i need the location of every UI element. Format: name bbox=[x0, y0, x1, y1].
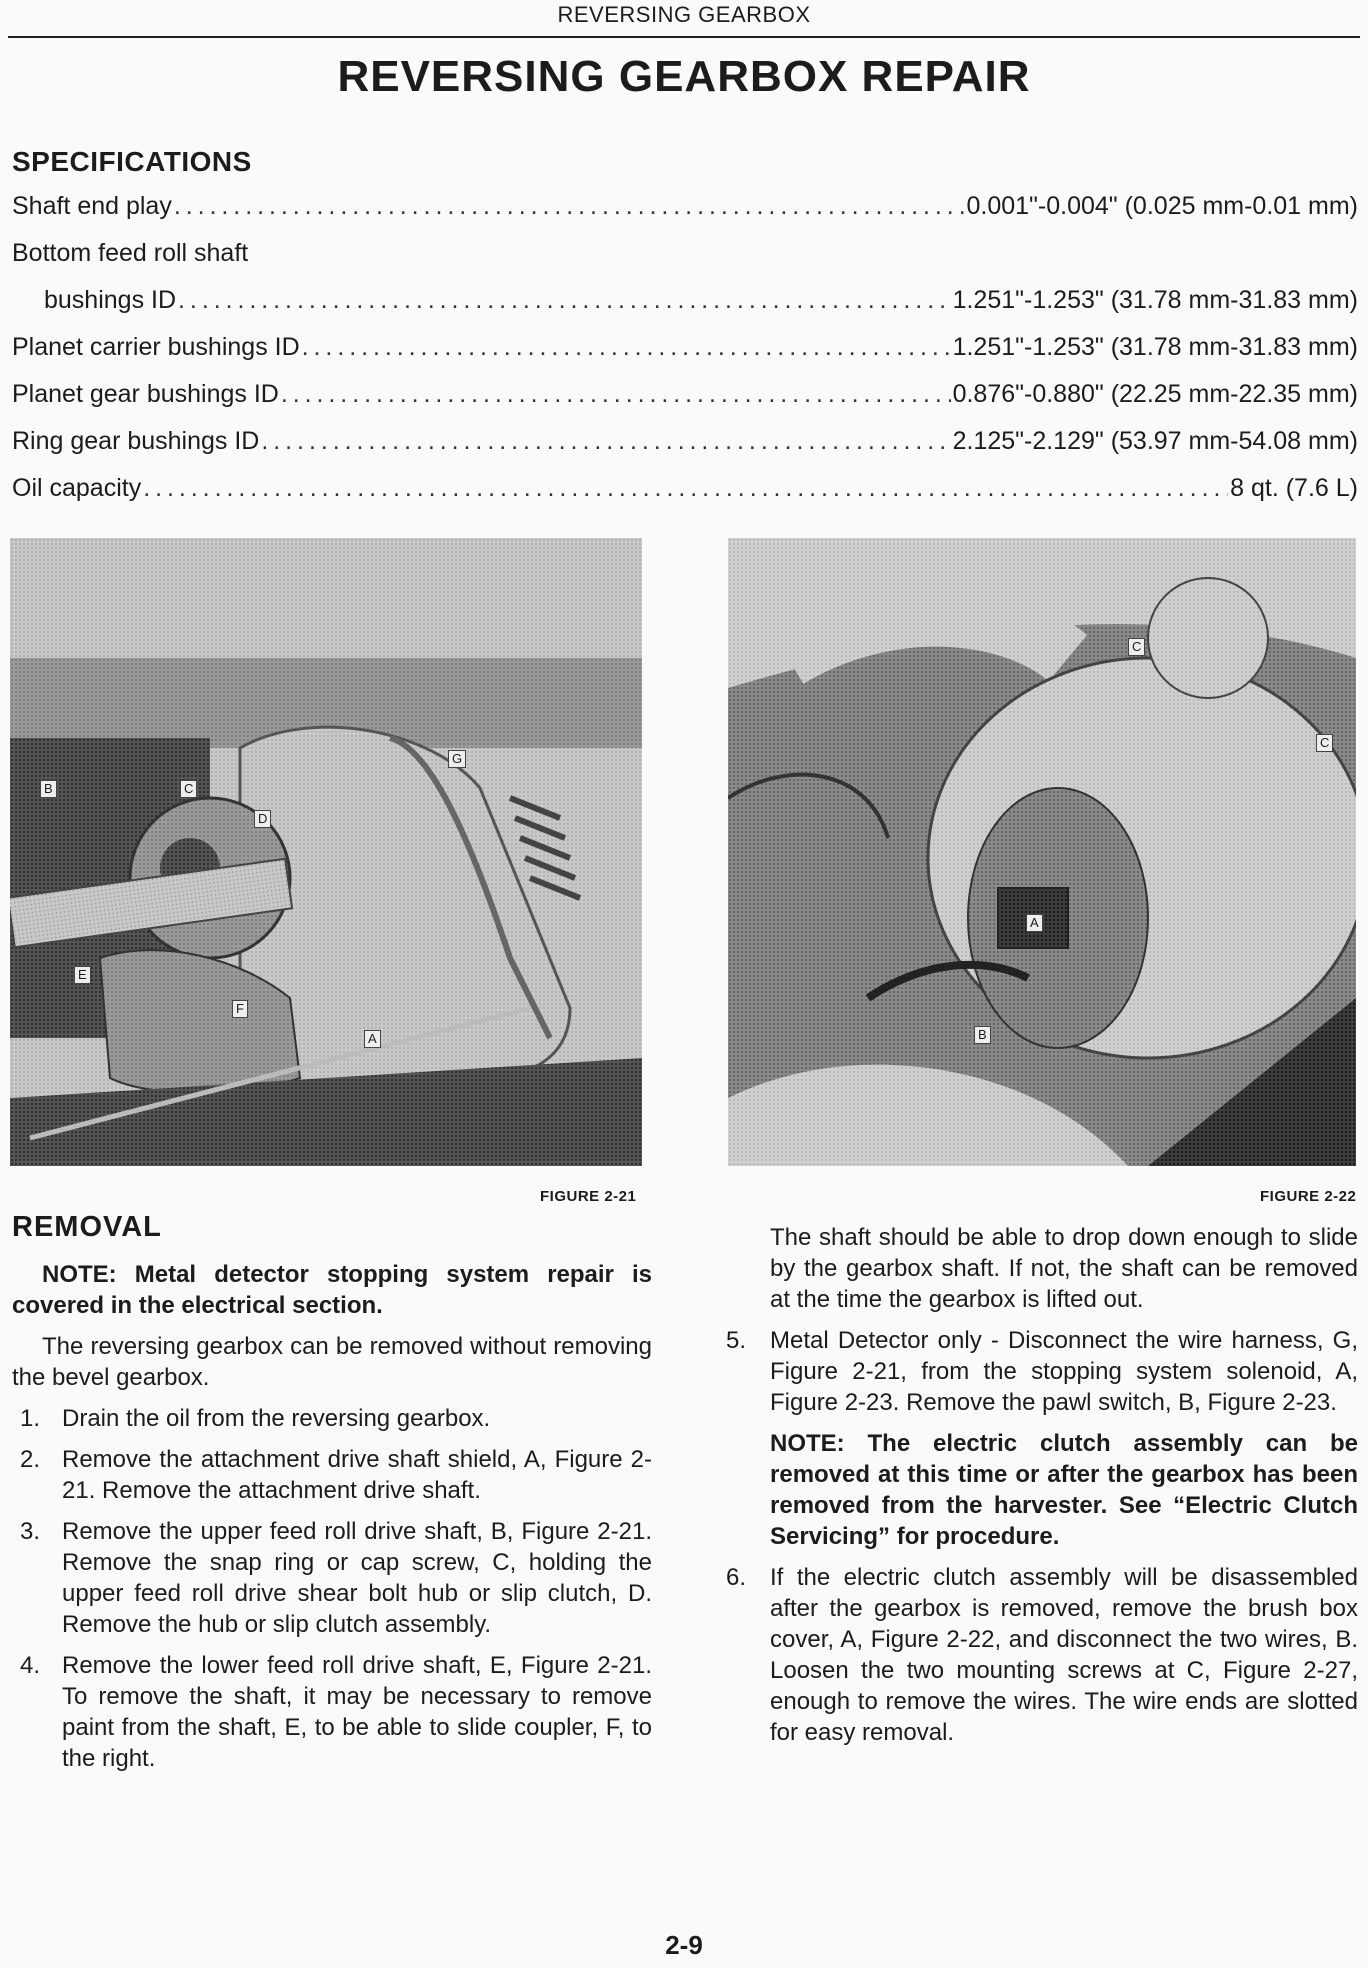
specifications-heading: SPECIFICATIONS bbox=[12, 146, 252, 177]
spec-label: Planet gear bushings ID bbox=[12, 380, 279, 408]
spec-row bbox=[12, 474, 1358, 521]
callout-d: D bbox=[254, 810, 271, 828]
callout-a: A bbox=[364, 1030, 381, 1048]
step-5 bbox=[726, 1325, 1358, 1418]
dot-leader bbox=[143, 474, 1228, 503]
spec-label: Planet carrier bushings ID bbox=[12, 333, 300, 361]
spec-label: Ring gear bushings ID bbox=[12, 427, 260, 455]
callout-c-right: C bbox=[1316, 734, 1333, 752]
dot-leader bbox=[281, 380, 951, 409]
spec-value: 2.125"-2.129" (53.97 mm-54.08 mm) bbox=[952, 427, 1358, 455]
specifications-list bbox=[12, 192, 1358, 521]
step-number: 4. bbox=[20, 1652, 41, 1679]
callout-a: A bbox=[1026, 914, 1043, 932]
step-2 bbox=[12, 1444, 652, 1506]
step-text: Remove the attachment drive shaft shield, A, Figure 2-21. Remove the attachment drive shaft. bbox=[62, 1446, 652, 1504]
callout-f: F bbox=[232, 1000, 248, 1018]
intro-paragraph: The reversing gearbox can be removed without removing the bevel gearbox. bbox=[12, 1333, 652, 1391]
spec-label: Shaft end play bbox=[12, 192, 172, 220]
page-number: 2-9 bbox=[665, 1930, 703, 1960]
dot-leader bbox=[302, 333, 951, 362]
spec-value: 1.251"-1.253" (31.78 mm-31.83 mm) bbox=[952, 286, 1358, 314]
step-number: 1. bbox=[20, 1405, 41, 1432]
spec-label-continued: bushings ID bbox=[44, 286, 177, 314]
step-1 bbox=[12, 1403, 652, 1434]
callout-c: C bbox=[180, 780, 197, 798]
callout-b: B bbox=[40, 780, 57, 798]
step-4-continuation: The shaft should be able to drop down enough to slide by the gearbox shaft. If not, the shaft can be removed at the time the gearbox is lifted out. bbox=[770, 1224, 1358, 1313]
spec-row bbox=[12, 239, 1358, 333]
removal-heading: REMOVAL bbox=[12, 1211, 162, 1243]
spec-row bbox=[12, 380, 1358, 427]
gearbox-photo-illustration bbox=[10, 538, 642, 1166]
step-text: Remove the lower feed roll drive shaft, E, Figure 2-21. To remove the shaft, it may be necessary to remove paint from the shaft, E, to be able to slide coupler, F, to the right. bbox=[62, 1652, 652, 1772]
electric-clutch-photo-illustration bbox=[728, 538, 1356, 1166]
figure-2-21-caption: FIGURE 2-21 bbox=[540, 1188, 637, 1205]
spec-value: 8 qt. (7.6 L) bbox=[1230, 474, 1358, 502]
callout-g: G bbox=[448, 750, 466, 768]
step-3 bbox=[12, 1516, 652, 1640]
step-number: 2. bbox=[20, 1446, 41, 1473]
spec-label: Oil capacity bbox=[12, 474, 142, 502]
step-text: Remove the upper feed roll drive shaft, B, Figure 2-21. Remove the snap ring or cap screw, C, holding the upper feed roll drive shear bolt hub or slip clutch, D. Remove the hub or slip clutch assembly. bbox=[62, 1518, 652, 1638]
step-6 bbox=[726, 1562, 1358, 1748]
spec-value: 1.251"-1.253" (31.78 mm-31.83 mm) bbox=[952, 333, 1358, 361]
callout-e: E bbox=[74, 966, 91, 984]
step-4 bbox=[12, 1650, 652, 1774]
spec-label: Bottom feed roll shaft bbox=[12, 239, 249, 267]
spec-value: 0.001"-0.004" (0.025 mm-0.01 mm) bbox=[966, 192, 1358, 220]
step-number: 3. bbox=[20, 1518, 41, 1545]
spec-row bbox=[12, 192, 1358, 239]
spec-value: 0.876"-0.880" (22.25 mm-22.35 mm) bbox=[952, 380, 1358, 408]
figure-2-22-caption: FIGURE 2-22 bbox=[1260, 1188, 1357, 1205]
step-text: Metal Detector only - Disconnect the wire harness, G, Figure 2-21, from the stopping system solenoid, A, Figure 2-23. Remove the pawl switch, B, Figure 2-23. bbox=[770, 1327, 1358, 1416]
step-text: Drain the oil from the reversing gearbox. bbox=[62, 1405, 491, 1432]
spec-row bbox=[12, 427, 1358, 474]
dot-leader bbox=[178, 286, 951, 315]
page-title: REVERSING GEARBOX REPAIR bbox=[337, 52, 1031, 101]
callout-c-upper: C bbox=[1128, 638, 1145, 656]
left-text-column bbox=[12, 1212, 652, 1784]
step-text: If the electric clutch assembly will be disassembled after the gearbox is removed, remove the brush box cover, A, Figure 2-22, and disconnect the two wires, B. Loosen the two mounting screws at C, Figure 2-27, enough to remove the wires. The wire ends are slotted for easy removal. bbox=[770, 1564, 1358, 1746]
header-rule bbox=[8, 36, 1360, 38]
right-text-column bbox=[726, 1222, 1358, 1758]
dot-leader bbox=[174, 192, 965, 221]
callout-b: B bbox=[974, 1026, 991, 1044]
figure-2-22-photo bbox=[728, 538, 1356, 1166]
dot-leader bbox=[261, 427, 950, 456]
step-number: 6. bbox=[726, 1564, 747, 1591]
note-metal-detector: NOTE: Metal detector stopping system repair is covered in the electrical section. bbox=[12, 1261, 652, 1319]
figure-2-21-photo bbox=[10, 538, 642, 1166]
spec-row bbox=[12, 333, 1358, 380]
note-electric-clutch: NOTE: The electric clutch assembly can be removed at this time or after the gearbox has been removed from the harvester. See “Electric Clutch Servicing” for procedure. bbox=[770, 1430, 1358, 1550]
running-head: REVERSING GEARBOX bbox=[557, 2, 811, 27]
step-number: 5. bbox=[726, 1327, 747, 1354]
